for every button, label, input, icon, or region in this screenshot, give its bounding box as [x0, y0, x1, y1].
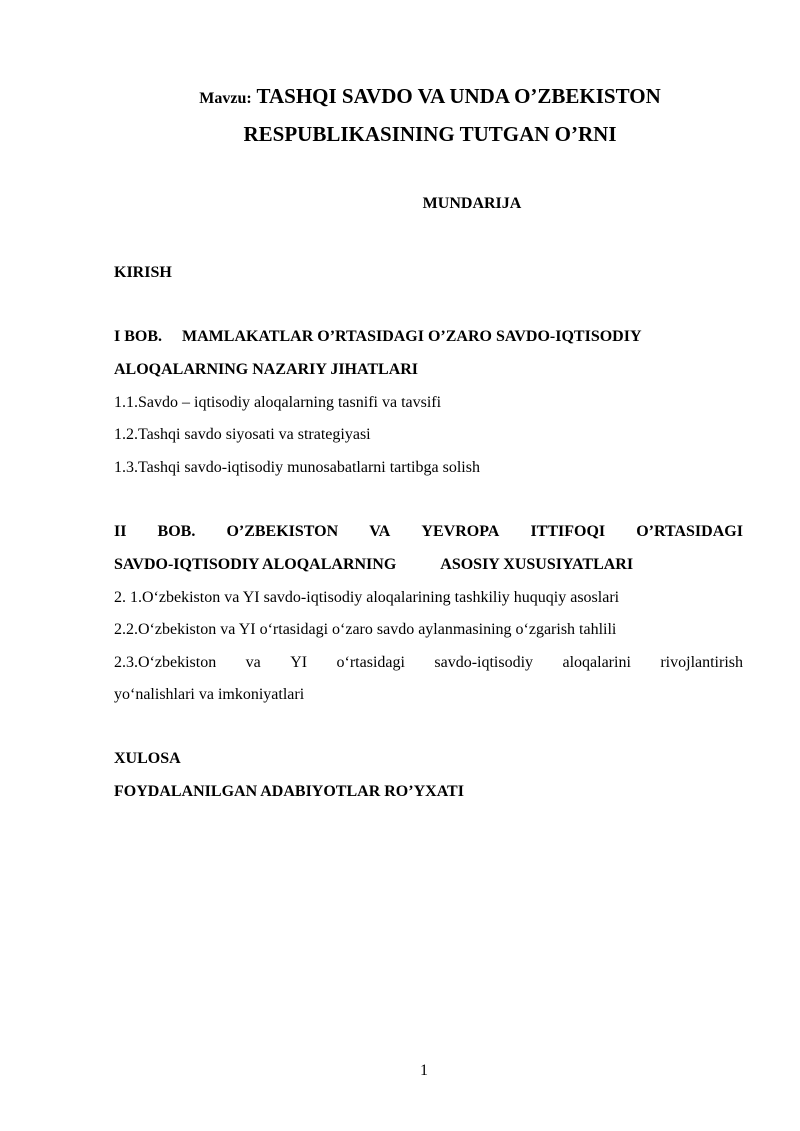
- toc-item-1-2: 1.2.Tashqi savdo siyosati va strategiyasi: [114, 426, 371, 443]
- document-title-line-2: RESPUBLIKASINING TUTGAN O’RNI: [243, 122, 617, 146]
- toc-item-2-3-line-1: [114, 654, 743, 672]
- toc-item-2-3-word: o‘rtasidagi: [336, 654, 405, 671]
- toc-item-1-1: 1.1.Savdo – iqtisodiy aloqalarning tasnifi va tavsifi: [114, 394, 442, 411]
- chapter-2-word: VA: [369, 523, 391, 540]
- toc-item-2-2: 2.2.O‘zbekiston va YI o‘rtasidagi o‘zaro savdo aylanmasining o‘zgarish tahlili: [114, 621, 617, 638]
- chapter-1-title-line-1: [114, 328, 642, 346]
- toc-item-2-3-line-2: yo‘nalishlari va imkoniyatlari: [114, 686, 305, 703]
- toc-conclusion: XULOSA: [114, 750, 181, 767]
- toc-item-2-3-word: rivojlantirish: [660, 654, 743, 671]
- toc-item-2-3-word: savdo-iqtisodiy: [434, 654, 534, 671]
- chapter-2-title-line-2: [114, 556, 633, 574]
- title-text-line-1: TASHQI SAVDO VA UNDA O’ZBEKISTON: [256, 84, 661, 108]
- toc-item-2-3-word: 2.3.O‘zbekiston: [114, 654, 217, 671]
- toc-references: FOYDALANILGAN ADABIYOTLAR RO’YXATI: [114, 783, 464, 800]
- chapter-2-title-line-1: [114, 523, 743, 541]
- chapter-1-title-text: MAMLAKATLAR O’RTASIDAGI O’ZARO SAVDO-IQTISODIY: [182, 328, 642, 345]
- toc-heading: MUNDARIJA: [422, 195, 522, 212]
- toc-intro: KIRISH: [114, 264, 172, 281]
- chapter-1-number: I BOB.: [114, 328, 163, 345]
- chapter-2-word: II: [114, 523, 127, 540]
- chapter-1-title-line-2: ALOQALARNING NAZARIY JIHATLARI: [114, 361, 419, 378]
- toc-item-2-3-word: va: [245, 654, 261, 671]
- chapter-2-word: O’RTASIDAGI: [636, 523, 743, 540]
- chapter-2-word: O’ZBEKISTON: [226, 523, 339, 540]
- document-title-line-1: [0, 84, 800, 109]
- page-number: 1: [420, 1062, 428, 1079]
- chapter-2-title-part-1: SAVDO-IQTISODIY ALOQALARNING: [114, 556, 397, 573]
- chapter-2-word: ITTIFOQI: [530, 523, 606, 540]
- chapter-2-word: YEVROPA: [421, 523, 500, 540]
- chapter-2-title-part-2: ASOSIY XUSUSIYATLARI: [440, 556, 634, 573]
- title-prefix: Mavzu:: [199, 90, 252, 107]
- toc-item-2-3-word: YI: [290, 654, 308, 671]
- toc-item-1-3: 1.3.Tashqi savdo-iqtisodiy munosabatlarni tartibga solish: [114, 459, 480, 476]
- chapter-2-word: BOB.: [157, 523, 196, 540]
- toc-item-2-3-word: aloqalarini: [562, 654, 631, 671]
- toc-item-2-1: 2. 1.O‘zbekiston va YI savdo-iqtisodiy aloqalarining tashkiliy huquqiy asoslari: [114, 589, 620, 606]
